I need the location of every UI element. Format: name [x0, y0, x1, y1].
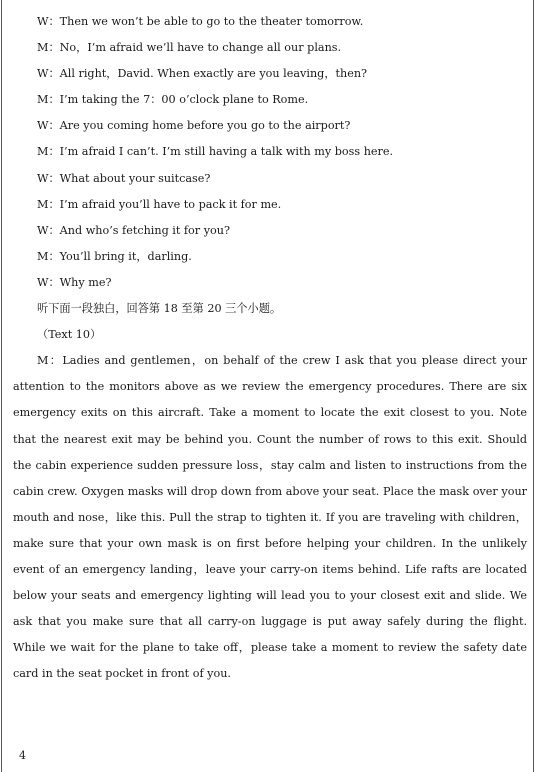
dialogue-line: M：No，I’m afraid we’ll have to change all our plans. — [37, 41, 342, 55]
dialogue-line: W：What about your suitcase? — [37, 171, 211, 185]
monologue-paragraph: M：Ladies and gentlemen，on behalf of the crew I ask that you please direct your attention to the monitors above as we review the emergency procedures. There are six emergency exits on this aircraft. Take a moment to locate the exit closest to you. Note that the nearest exit may be behind you. Count the number of rows to this exit. Should the cabin experience sudden pressure loss，stay calm and listen to instructions from the cabin crew. Oxygen masks will drop down from above your seat. Place the mask over your mouth and nose，like this. Pull the strap to tighten it. If you are traveling with children，make sure that your own mask is on first before helping your children. In the unlikely event of an emergency landing，leave your carry-on items behind. Life rafts are located below your seats and emergency lighting will lead you to your closest exit and slide. We ask that you make sure that all carry-on luggage is put away safely during the flight. While we wait for the plane to take off，please take a moment to review the safety date card in the seat pocket in front of you. — [13, 354, 527, 681]
dialogue-line: W：Are you coming home before you go to the airport? — [37, 119, 351, 133]
dialogue-line: M：I’m taking the 7：00 o’clock plane to Rome. — [37, 93, 309, 107]
dialogue-line: W：Then we won’t be able to go to the theater tomorrow. — [37, 15, 364, 28]
page-number: 4 — [19, 749, 26, 762]
dialogue-line: M：I’m afraid you’ll have to pack it for me. — [37, 197, 282, 211]
dialogue-line: M：I’m afraid I can’t. I’m still having a talk with my boss here. — [37, 145, 394, 159]
dialogue-line: W：All right，David. When exactly are you leaving，then? — [37, 67, 368, 81]
dialogue-line: W：Why me? — [37, 275, 112, 289]
left-page-border — [1, 0, 2, 772]
dialogue-line: M：You’ll bring it，darling. — [37, 249, 192, 263]
dialogue-line: W：And who’s fetching it for you? — [37, 223, 230, 237]
text-label: （Text 10） — [37, 328, 102, 342]
page-content — [13, 9, 527, 687]
listening-instruction: 听下面一段独白，回答第 18 至第 20 三个小题。 — [37, 302, 282, 316]
right-page-border — [533, 0, 534, 772]
